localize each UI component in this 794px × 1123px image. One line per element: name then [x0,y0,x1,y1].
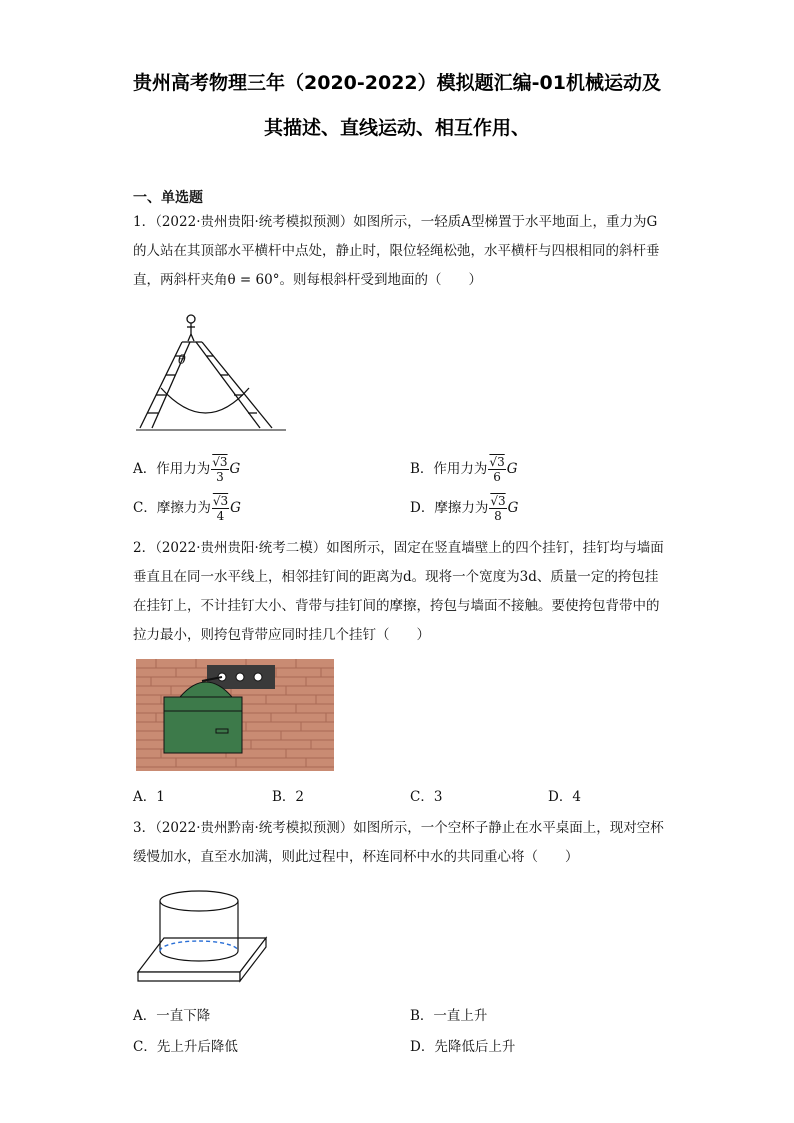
document-title-line1: 贵州高考物理三年（2020-2022）模拟题汇编-01机械运动及 [133,72,661,94]
ladder-figure [136,310,296,432]
q1-option-b[interactable]: B．作用力为 $\frac{√3}{6}$ G [410,455,518,484]
question-1-text: 1．（2022·贵州贵阳·统考模拟预测）如图所示，一轻质A型梯置于水平地面上，重力为G的人站在其顶部水平横杆中点处，静止时，限位轻绳松弛，水平横杆与四根相同的斜杆垂直，两斜杆夹角θ = 60°。则每根斜杆受到地面的（ ） [133,214,660,288]
q1-option-d[interactable]: D．摩擦力为 $\frac{√3}{8}$ G [410,494,519,523]
q3-option-c[interactable]: C．先上升后降低 [133,1039,238,1055]
bag-on-wall-figure [136,659,334,771]
q3-option-a[interactable]: A．一直下降 [133,1008,211,1024]
cup-on-table-figure [136,887,270,987]
q2-option-b[interactable]: B．2 [272,789,305,805]
q2-option-a[interactable]: A．1 [133,789,165,805]
document-title-line2: 其描述、直线运动、相互作用、 [263,117,530,139]
q2-option-d[interactable]: D．4 [548,789,581,805]
theta-label: θ [178,353,186,368]
q3-option-d[interactable]: D．先降低后上升 [410,1039,516,1055]
q2-option-c[interactable]: C．3 [410,789,443,805]
q1-option-a[interactable]: A．作用力为 $\frac{√3}{3}$ G [133,455,241,484]
section-heading: 一、单选题 [133,190,203,206]
q3-option-b[interactable]: B．一直上升 [410,1008,488,1024]
question-2-text: 2．（2022·贵州贵阳·统考二模）如图所示，固定在竖直墙壁上的四个挂钉，挂钉均与墙面垂直且在同一水平线上，相邻挂钉间的距离为d。现将一个宽度为3d、质量一定的挎包挂在挂钉上，不计挂钉大小、背带与挂钉间的摩擦，挎包与墙面不接触。要使挎包背带中的拉力最小，则挎包背带应同时挂几个挂钉（ ） [133,540,664,643]
q1-option-c[interactable]: C．摩擦力为 $\frac{√3}{4}$ G [133,494,241,523]
question-3-text: 3．（2022·贵州黔南·统考模拟预测）如图所示，一个空杯子静止在水平桌面上，现对空杯缓慢加水，直至水加满，则此过程中，杯连同杯中水的共同重心将（ ） [133,820,664,865]
